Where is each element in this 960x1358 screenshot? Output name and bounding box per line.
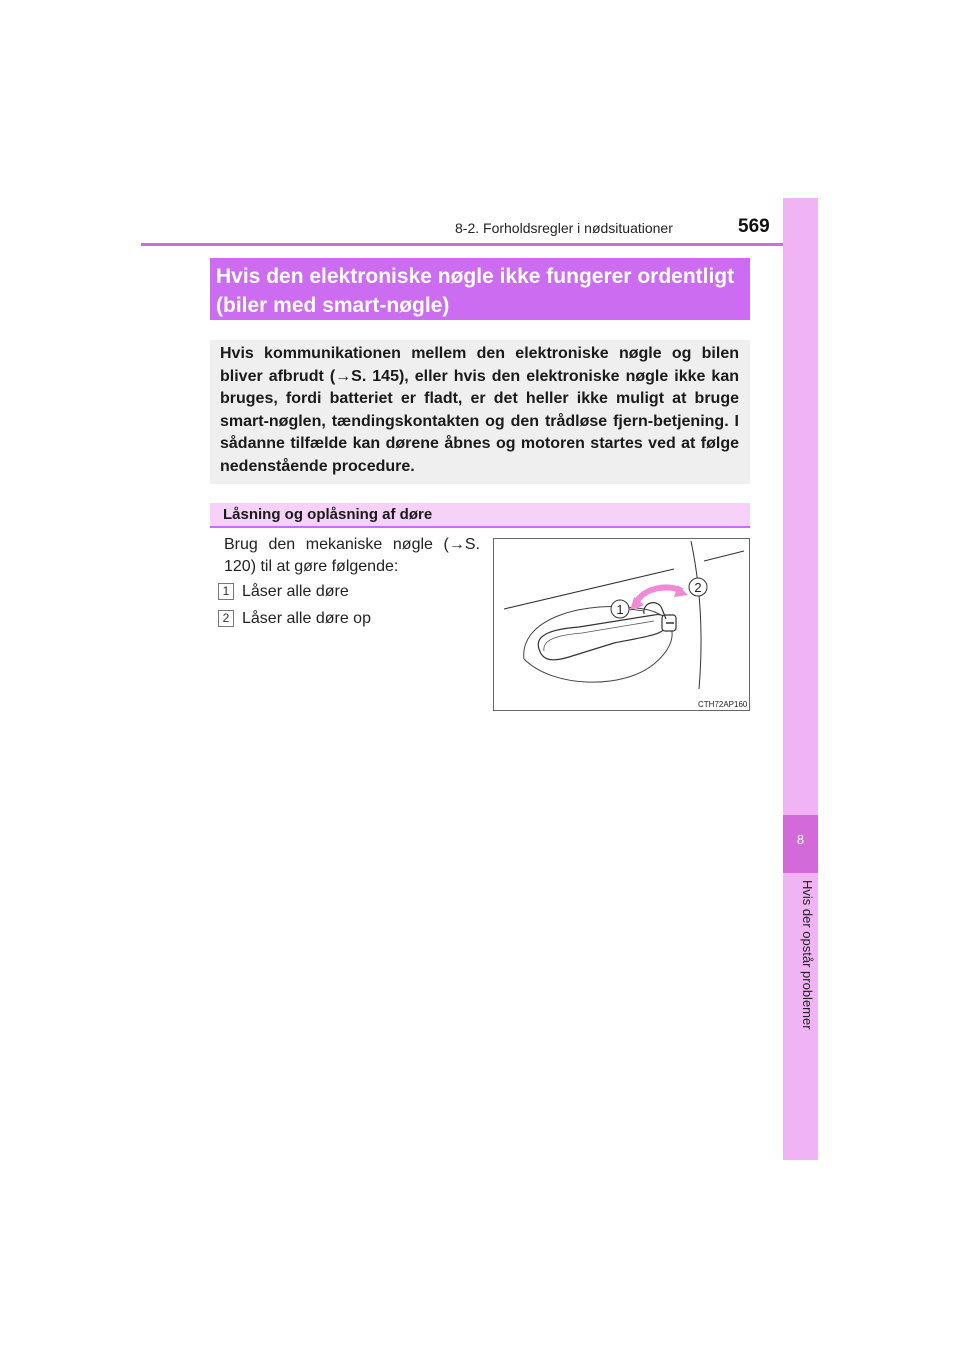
header-divider	[141, 243, 818, 246]
step-number-badge: 1	[218, 583, 234, 600]
callout-2: 2	[694, 580, 702, 595]
step-label: Låser alle døre	[242, 583, 349, 600]
door-handle-drawing	[494, 539, 749, 710]
chapter-number: 8	[796, 832, 805, 847]
section-heading: Hvis den elektroniske nøgle ikke fungerer ordentligt (biler med smart-nøgle)	[210, 258, 750, 320]
step-number-badge: 2	[218, 610, 234, 627]
step-label: Låser alle døre op	[242, 610, 371, 627]
sub-heading: Låsning og oplåsning af døre	[210, 503, 750, 528]
chapter-title: Hvis der opstår problemer	[800, 880, 815, 1030]
door-handle-illustration	[493, 538, 750, 711]
section-reference: 8-2. Forholdsregler i nødsituationer	[455, 220, 673, 236]
intro-text: Hvis kommunikationen mellem den elektroniske nøgle og bilen bliver afbrudt (→S. 145), eller hvis den elektroniske nøgle ikke kan bruges, fordi batteriet er fladt, er det heller ikke muligt at bruge smart-nøglen, tændingskontakten og den trådløse fjern-betjening. I sådanne tilfælde kan dørene åbnes og motoren startes ved at følge nedenstående procedure.	[220, 345, 739, 475]
intro-box	[210, 340, 750, 484]
callout-1: 1	[616, 602, 624, 617]
body-text: Brug den mekaniske nøgle (→S. 120) til at gøre følgende:	[224, 536, 480, 575]
illustration-code: CTH72AP160	[698, 700, 748, 709]
page-number: 569	[738, 216, 770, 237]
